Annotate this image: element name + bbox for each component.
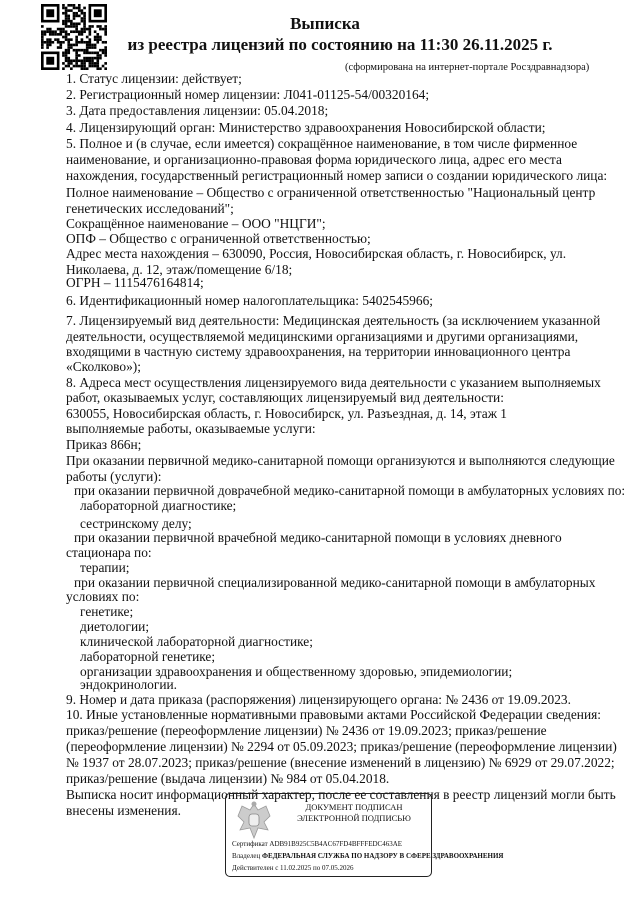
document-line: 1. Статус лицензии: действует;	[66, 71, 242, 86]
document-line: генетических исследований";	[66, 201, 234, 216]
electronic-signature-stamp	[225, 793, 504, 877]
document-line: 9. Номер и дата приказа (распоряжения) лицензирующего органа: № 2436 от 19.09.2023.	[66, 692, 571, 707]
document-line: Адрес места нахождения – 630090, Россия, Новосибирская область, г. Новосибирск, ул.	[66, 246, 567, 261]
document-line: 5. Полное и (в случае, если имеется) сокращённое наименование, в том числе фирменное	[66, 136, 578, 151]
document-line: организации здравоохранения и общественному здоровью, эпидемиологии;	[80, 664, 513, 679]
document-line: 3. Дата предоставления лицензии: 05.04.2018;	[66, 103, 329, 118]
document-line: 630055, Новосибирская область, г. Новосибирск, ул. Разъездная, д. 14, этаж 1	[66, 406, 507, 421]
document-line: выполняемые работы, оказываемые услуги:	[66, 421, 316, 436]
document-line: входящими в частную систему здравоохранения, на территории инновационного центра	[66, 344, 571, 359]
document-line: (переоформление лицензии) № 2294 от 05.09.2023; приказ/решение (переоформление лицензии)	[66, 739, 617, 754]
document-line: лабораторной диагностике;	[80, 498, 237, 513]
document-line: генетике;	[80, 604, 134, 619]
document-line: Полное наименование – Общество с ограниченной ответственностью "Национальный центр	[66, 185, 596, 200]
document-line: наименование, и организационно-правовая форма юридического лица, адрес его места	[66, 152, 562, 167]
document-line: Выписка носит информационный характер, после ее составления в реестр лицензий могли быть	[66, 787, 616, 802]
document-line: терапии;	[80, 560, 130, 575]
document-line: 6. Идентификационный номер налогоплательщика: 5402545966;	[66, 293, 433, 308]
document-line: 7. Лицензируемый вид деятельности: Медицинская деятельность (за исключением указанной	[66, 313, 601, 328]
document-line: внесены изменения.	[66, 803, 181, 818]
document-line: Сокращённое наименование – ООО "НЦГИ";	[66, 216, 326, 231]
document-line: клинической лабораторной диагностике;	[80, 634, 313, 649]
document-line: ОПФ – Общество с ограниченной ответственностью;	[66, 231, 371, 246]
document-line: эндокринологии.	[80, 677, 178, 692]
document-line: ОГРН – 1115476164814;	[66, 275, 204, 290]
document-line: 8. Адреса мест осуществления лицензируемого вида деятельности с указанием выполняемых	[66, 375, 601, 390]
document-line: стационара по:	[66, 545, 152, 560]
document-line: при оказании первичной специализированной медико-санитарной помощи в амбулаторных	[74, 575, 596, 590]
document-subtitle: из реестра лицензий по состоянию на 11:30 26.11.2025 г.	[127, 35, 553, 54]
document-line: 4. Лицензирующий орган: Министерство здравоохранения Новосибирской области;	[66, 120, 546, 135]
document-line: диетологии;	[80, 619, 150, 634]
stamp-owner: Владелец ФЕДЕРАЛЬНАЯ СЛУЖБА ПО НАДЗОРУ В СФЕРЕ ЗДРАВООХРАНЕНИЯ	[232, 852, 504, 860]
document-line: работы (услуги):	[66, 469, 162, 484]
document-line: нахождения, государственный регистрационный номер записи о создании юридического лица:	[66, 168, 608, 183]
source-note: (сформирована на интернет-портале Росздравнадзора)	[345, 62, 590, 73]
document-line: Николаева, д. 12, этаж/помещение 6/18;	[66, 262, 293, 277]
document-line: Приказ 866н;	[66, 437, 142, 452]
document-line: 2. Регистрационный номер лицензии: Л041-01125-54/00320164;	[66, 87, 430, 102]
document-line: работ, оказываемых услуг, составляющих лицензируемый вид деятельности:	[66, 390, 504, 405]
document-line: приказ/решение (выдача лицензии) № 984 от 05.04.2018.	[66, 771, 390, 786]
stamp-validity: Действителен с 11.02.2025 по 07.05.2026	[232, 864, 354, 872]
stamp-certificate: Сертификат ADB91B925C5B4AC67FD4BFFFEDC463AE	[232, 840, 403, 848]
coat-of-arms-icon	[234, 800, 274, 842]
document-title: Выписка	[290, 14, 360, 33]
document-line: При оказании первичной медико-санитарной помощи организуются и выполняются следующие	[66, 453, 615, 468]
document-line: приказ/решение (переоформление лицензии) № 2436 от 19.09.2023; приказ/решение	[66, 723, 547, 738]
document-line: № 1937 от 28.07.2023; приказ/решение (внесение изменений в лицензию) № 6929 от 29.07.2022;	[66, 755, 615, 770]
document-line: «Сколково»);	[66, 359, 141, 374]
document-line: 10. Иные установленные нормативными правовыми актами Российской Федерации сведения:	[66, 707, 601, 722]
document-line: деятельности, осуществляемой медицинскими организациями и другими организациями,	[66, 329, 579, 344]
document-line: при оказании первичной доврачебной медико-санитарной помощи в амбулаторных условиях по:	[74, 483, 626, 498]
document-line: при оказании первичной врачебной медико-санитарной помощи в условиях дневного	[74, 530, 562, 545]
stamp-heading: ДОКУМЕНТ ПОДПИСАН ЭЛЕКТРОННОЙ ПОДПИСЬЮ	[297, 802, 411, 823]
document-line: условиях по:	[66, 589, 140, 604]
document-line: сестринскому делу;	[80, 516, 192, 531]
document-line: лабораторной генетике;	[80, 649, 216, 664]
